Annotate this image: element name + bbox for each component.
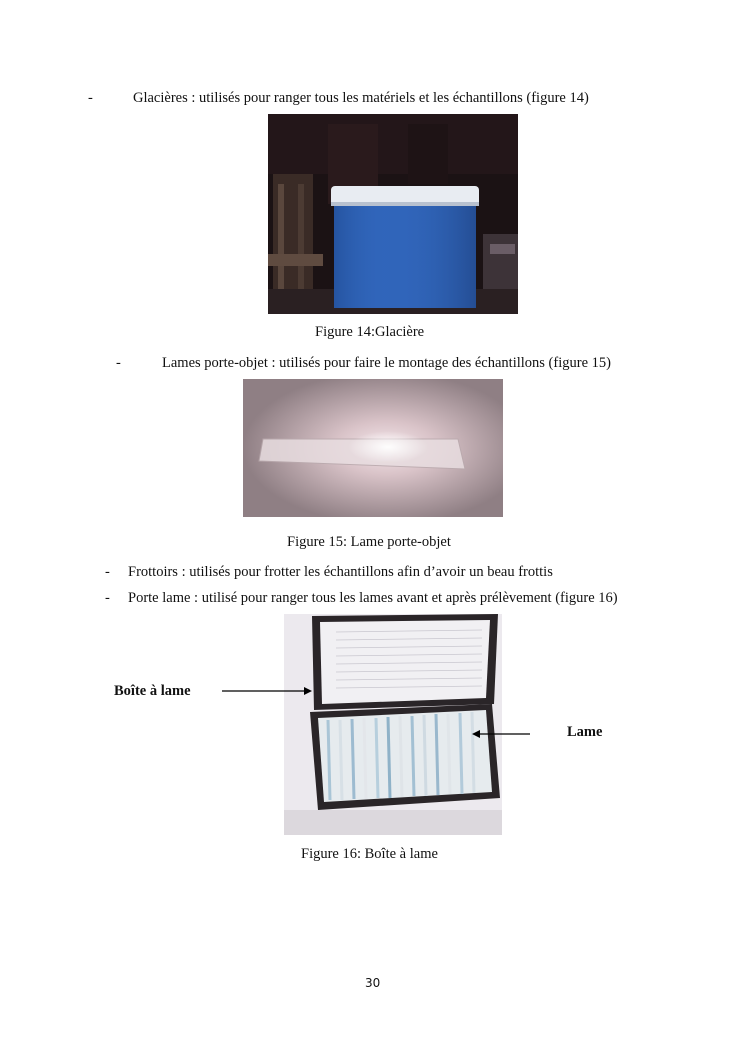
bullet-frottoirs: - [105, 564, 110, 580]
cooler-image [268, 114, 518, 314]
label-boite-a-lame: Boîte à lame [114, 683, 191, 699]
figure-15-caption: Figure 15: Lame porte-objet [287, 534, 451, 550]
figure-15-photo [243, 379, 503, 517]
figure-16-photo [284, 614, 502, 835]
figure-14-photo [268, 114, 518, 314]
label-lame: Lame [567, 724, 603, 740]
figure-16-caption: Figure 16: Boîte à lame [301, 846, 438, 862]
slide-image [243, 379, 503, 517]
text-glacieres: Glacières : utilisés pour ranger tous les matériels et les échantillons (figure 14) [133, 90, 589, 106]
page-number: 30 [365, 976, 381, 990]
text-lames: Lames porte-objet : utilisés pour faire le montage des échantillons (figure 15) [162, 355, 611, 371]
text-porte-lame: Porte lame : utilisé pour ranger tous les lames avant et après prélèvement (figure 16) [128, 590, 618, 606]
arrow-to-box [220, 684, 314, 698]
figure-14-caption: Figure 14:Glacière [315, 324, 425, 340]
bullet-lames: - [116, 355, 121, 371]
bullet-glacieres: - [88, 90, 93, 106]
text-frottoirs: Frottoirs : utilisés pour frotter les échantillons afin d’avoir un beau frottis [128, 564, 553, 580]
arrow-to-slide [470, 727, 532, 741]
bullet-porte-lame: - [105, 590, 110, 606]
slide-box-image [284, 614, 502, 835]
